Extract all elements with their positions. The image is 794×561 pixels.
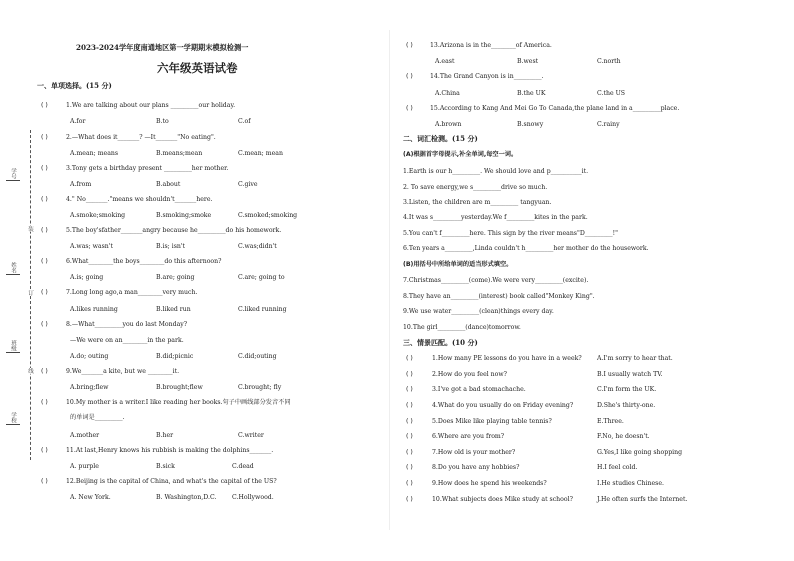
exam-subtitle: 六年级英语试卷 (157, 61, 238, 75)
match-bracket: ( ) (406, 371, 413, 378)
question-stem: 13.Arizona is in the________of America. (430, 42, 552, 49)
answer-bracket: ( ) (41, 196, 48, 203)
seal-char-2: 订 (27, 290, 33, 296)
answer-bracket: ( ) (41, 258, 48, 265)
option-c: C.was;didn't (238, 243, 277, 250)
answer-bracket: ( ) (41, 102, 48, 109)
answer-bracket: ( ) (406, 42, 413, 49)
fill-in-item: 5.You can't f_________here. This sign by the river means"D_________!" (403, 230, 618, 237)
option-c: C.mean; mean (238, 150, 283, 157)
number-label: 学号 (10, 168, 16, 179)
option-a: A. New York. (70, 494, 111, 501)
part3-heading: 三、情景匹配。(10 分) (403, 338, 478, 347)
option-b: B.liked run (156, 306, 191, 313)
option-a: A.for (70, 118, 86, 125)
option-c: C.north (597, 58, 621, 65)
option-c: C.liked running (238, 306, 287, 313)
option-b: B.did;picnic (156, 353, 194, 360)
option-c: C.of (238, 118, 251, 125)
option-a: A. purple (70, 463, 99, 470)
option-c: C.writer (238, 432, 264, 439)
fill-in-item: 2. To save energy,we s_________drive so much. (403, 184, 548, 191)
word-form-item: 8.They have an_________(interest) book called"Monkey King". (403, 293, 595, 300)
option-c: C.are; going to (238, 274, 285, 281)
option-b: B.is; isn't (156, 243, 186, 250)
answer-bracket: ( ) (41, 399, 48, 406)
option-a: A.is; going (70, 274, 104, 281)
answer-bracket: ( ) (41, 289, 48, 296)
part2-sub-a: (A)根据首字母提示,补全单词,每空一词。 (403, 151, 518, 158)
match-bracket: ( ) (406, 386, 413, 393)
school-label: 学校 (10, 412, 16, 423)
match-bracket: ( ) (406, 449, 413, 456)
question-stem: 12.Beijing is the capital of China, and what's the capital of the US? (66, 478, 277, 485)
option-b: B.are; going (156, 274, 195, 281)
match-question: 6.Where are you from? (432, 433, 505, 440)
match-answer: I.He studies Chinese. (597, 480, 664, 487)
option-a: A.do; outing (70, 353, 109, 360)
match-question: 3.I've got a bad stomachache. (432, 386, 526, 393)
question-stem: 6.What________the boys________do this afternoon? (66, 258, 222, 265)
question-stem: 11.At last,Henry knows his rubbish is making the dolphins_______. (66, 447, 274, 454)
number-underline (6, 180, 20, 181)
option-a: A.mean; means (70, 150, 119, 157)
question-stem: 3.Tony gets a birthday present _________her mother. (66, 165, 229, 172)
option-a: A.mother (70, 432, 100, 439)
match-answer: F.No, he doesn't. (597, 433, 650, 440)
option-a: A.likes running (70, 306, 118, 313)
match-question: 10.What subjects does Mike study at school? (432, 496, 573, 503)
word-form-item: 9.We use water_________(clean)things every day. (403, 308, 554, 315)
match-bracket: ( ) (406, 496, 413, 503)
match-question: 2.How do you feel now? (432, 371, 507, 378)
match-question: 9.How does he spend his weekends? (432, 480, 547, 487)
option-b: B.her (156, 432, 174, 439)
match-answer: H.I feel cold. (597, 464, 638, 471)
match-question: 7.How old is your mother? (432, 449, 516, 456)
question-stem: 9.We_______a kite, but we ________it. (66, 368, 180, 375)
word-form-item: 7.Christmas_________(come).We were very_________(excite). (403, 277, 589, 284)
option-b: B.brought;flew (156, 384, 203, 391)
match-answer: D.She's thirty-one. (597, 402, 656, 409)
class-label: 班级 (10, 340, 16, 351)
match-answer: G.Yes,I like going shopping (597, 449, 683, 456)
seal-char-3: 线 (27, 368, 33, 374)
seal-char-1: 装 (27, 226, 33, 232)
fill-in-item: 3.Listen, the children are m_________ tangyuan. (403, 199, 552, 206)
option-b: B. Washington,D.C. (156, 494, 217, 501)
answer-bracket: ( ) (41, 447, 48, 454)
option-b: B.sick (156, 463, 175, 470)
school-underline (6, 424, 20, 425)
question-stem: 2.—What does it_______? —It_______"No eating". (66, 134, 216, 141)
match-answer: E.Three. (597, 418, 624, 425)
match-answer: J.He often surfs the Internet. (597, 496, 688, 503)
match-question: 1.How many PE lessons do you have in a week? (432, 355, 582, 362)
part1-heading: 一、单项选择。(15 分) (37, 81, 112, 90)
option-b: B.means;mean (156, 150, 203, 157)
match-question: 8.Do you have any hobbies? (432, 464, 520, 471)
option-b: B.to (156, 118, 169, 125)
match-answer: C.I'm form the UK. (597, 386, 657, 393)
question-stem: 15.According to Kang And Mei Go To Canada,the plane land in a_________place. (430, 105, 680, 112)
answer-bracket: ( ) (406, 73, 413, 80)
name-underline (6, 274, 20, 275)
option-c: C.dead (232, 463, 254, 470)
fill-in-item: 1.Earth is our h_________. We should love and p__________it. (403, 168, 589, 175)
question-stem: 5.The boy'sfather_______angry because he_________do his homework. (66, 227, 282, 234)
match-bracket: ( ) (406, 418, 413, 425)
option-c: C.brought; fly (238, 384, 282, 391)
name-label: 姓名 (10, 262, 16, 273)
match-bracket: ( ) (406, 402, 413, 409)
option-b: B.about (156, 181, 181, 188)
answer-bracket: ( ) (41, 478, 48, 485)
question-stem: 7.Long long ago,a man________very much. (66, 289, 198, 296)
match-bracket: ( ) (406, 464, 413, 471)
fill-in-item: 6.Ten years a_________,Linda couldn't h_________her mother do the housework. (403, 245, 649, 252)
option-a: A.bring;flew (70, 384, 109, 391)
option-c: C.the US (597, 90, 626, 97)
match-bracket: ( ) (406, 480, 413, 487)
option-b: B.the UK (517, 90, 546, 97)
answer-bracket: ( ) (41, 368, 48, 375)
option-b: B.west (517, 58, 539, 65)
option-b: B.snowy (517, 121, 544, 128)
match-answer: A.I'm sorry to hear that. (597, 355, 673, 362)
column-divider (389, 30, 390, 530)
match-answer: B.I usually watch TV. (597, 371, 663, 378)
option-c: C.did;outing (238, 353, 277, 360)
option-a: A.brown (435, 121, 462, 128)
match-question: 5.Does Mike like playing table tennis? (432, 418, 552, 425)
question-stem: 10.My mother is a writer.I like reading her books.句子中画线部分发音不同 (66, 399, 291, 406)
exam-title: 2023-2024学年度南通地区第一学期期末模拟检测一 (76, 43, 249, 52)
option-a: A.China (435, 90, 460, 97)
fill-in-item: 4.It was s_________yesterday.We f_________kites in the park. (403, 214, 588, 221)
option-a: A.smoke;smoking (70, 212, 126, 219)
question-stem: 1.We are talking about our plans _________our holiday. (66, 102, 236, 109)
option-b: B.smoking;smoke (156, 212, 212, 219)
option-c: C.smoked;smoking (238, 212, 298, 219)
question-stem: 14.The Grand Canyon is in_________. (430, 73, 544, 80)
answer-bracket: ( ) (41, 165, 48, 172)
option-c: C.rainy (597, 121, 620, 128)
part2-sub-b: (B)用括号中所给单词的适当形式填空。 (403, 261, 513, 268)
option-a: A.from (70, 181, 92, 188)
option-a: A.east (435, 58, 455, 65)
answer-bracket: ( ) (41, 227, 48, 234)
question-stem: 8.—What_________you do last Monday? (66, 321, 188, 328)
question-stem-continued: 的单词是_________. (70, 414, 125, 421)
answer-bracket: ( ) (406, 105, 413, 112)
option-c: C.give (238, 181, 258, 188)
answer-bracket: ( ) (41, 134, 48, 141)
option-a: A.was; wasn't (70, 243, 113, 250)
question-stem-continued: —We were on an________in the park. (70, 337, 184, 344)
question-stem: 4." No_______."means we shouldn't_______here. (66, 196, 213, 203)
answer-bracket: ( ) (41, 321, 48, 328)
match-bracket: ( ) (406, 433, 413, 440)
class-underline (6, 352, 20, 353)
match-bracket: ( ) (406, 355, 413, 362)
match-question: 4.What do you usually do on Friday evening? (432, 402, 574, 409)
option-c: C.Hollywood. (232, 494, 274, 501)
part2-heading: 二、词汇检测。(15 分) (403, 134, 478, 143)
word-form-item: 10.The girl_________(dance)tomorrow. (403, 324, 521, 331)
